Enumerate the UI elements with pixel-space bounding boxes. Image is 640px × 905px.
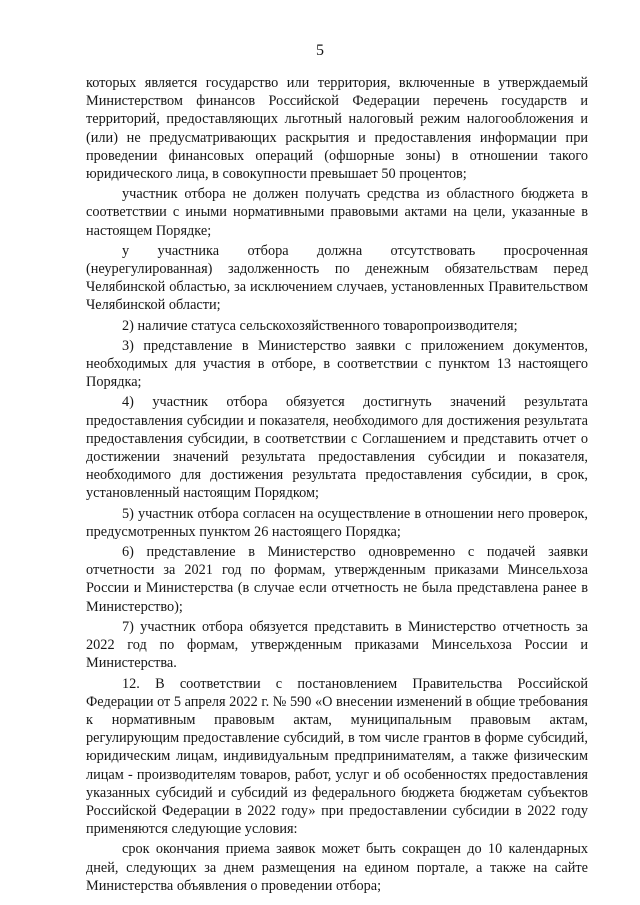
document-body (86, 74, 588, 897)
paragraph-no-regional-funds: участник отбора не должен получать средства из областного бюджета в соответствии с иными нормативными правовыми актами на цели, указанные в настоящем Порядке; (86, 186, 588, 239)
paragraph-item-6: 6) представление в Министерство одновременно с подачей заявки отчетности за 2021 год по формам, утвержденным приказами Минсельхоза России и Министерства (в случае если отчетность не была представлена ранее в Министерство); (86, 544, 588, 615)
paragraph-item-7: 7) участник отбора обязуется представить в Министерство отчетность за 2022 год по формам, утвержденным приказами Минсельхоза России и Министерства. (86, 618, 588, 672)
paragraph-item-5: 5) участник отбора согласен на осуществление в отношении него проверок, предусмотренных пунктом 26 настоящего Порядка; (86, 505, 588, 540)
paragraph-section-12: 12. В соответствии с постановлением Правительства Российской Федерации от 5 апреля 2022 г. № 590 «О внесении изменений в общие требования к нормативным правовым актам, муниципальным правовым актам, регулирующим предоставление субсидий, в том числе грантов в форме субсидий, юридическим лицам, индивидуальным предпринимателям, а также физическим лицам - производителям товаров, работ, услуг и об особенностях предоставления указанных субсидий и субсидий из федерального бюджета бюджетам субъектов Российской Федерации в 2022 году» при предоставлении субсидии в 2022 году применяются следующие условия: (86, 675, 588, 838)
paragraph-item-4: 4) участник отбора обязуется достигнуть значений результата предоставления субсидии и показателя, необходимого для достижения результата предоставления субсидии, в соответствии с Соглашением и представить отчет о достижении значений результата предоставления субсидии и показателя, необходимого для достижения результата предоставления субсидии, в срок, установленный настоящим Порядком; (86, 394, 588, 502)
paragraph-no-overdue-debt: у участника отбора должна отсутствовать просроченная (неурегулированная) задолженность по денежным обязательствам перед Челябинской областью, за исключением случаев, установленных Правительством Челябинской области; (86, 242, 588, 314)
paragraph-item-3: 3) представление в Министерство заявки с приложением документов, необходимых для участия в отборе, в соответствии с пунктом 13 настоящего Порядка; (86, 337, 588, 391)
page-number: 5 (316, 42, 324, 59)
paragraph-deadline-condition: срок окончания приема заявок может быть сокращен до 10 календарных дней, следующих за днем размещения на едином портале, а также на сайте Министерства объявления о проведении отбора; (86, 841, 588, 894)
paragraph-offshore-continuation: которых является государство или территория, включенные в утверждаемый Министерством финансов Российской Федерации перечень государств и территорий, предоставляющих льготный налоговый режим налогообложения и (или) не предусматривающих раскрытия и предоставления информации при проведении финансовых операций (офшорные зоны) в отношении такого юридического лица, в совокупности превышает 50 процентов; (86, 75, 588, 183)
paragraph-item-2: 2) наличие статуса сельскохозяйственного товаропроизводителя; (122, 317, 518, 334)
